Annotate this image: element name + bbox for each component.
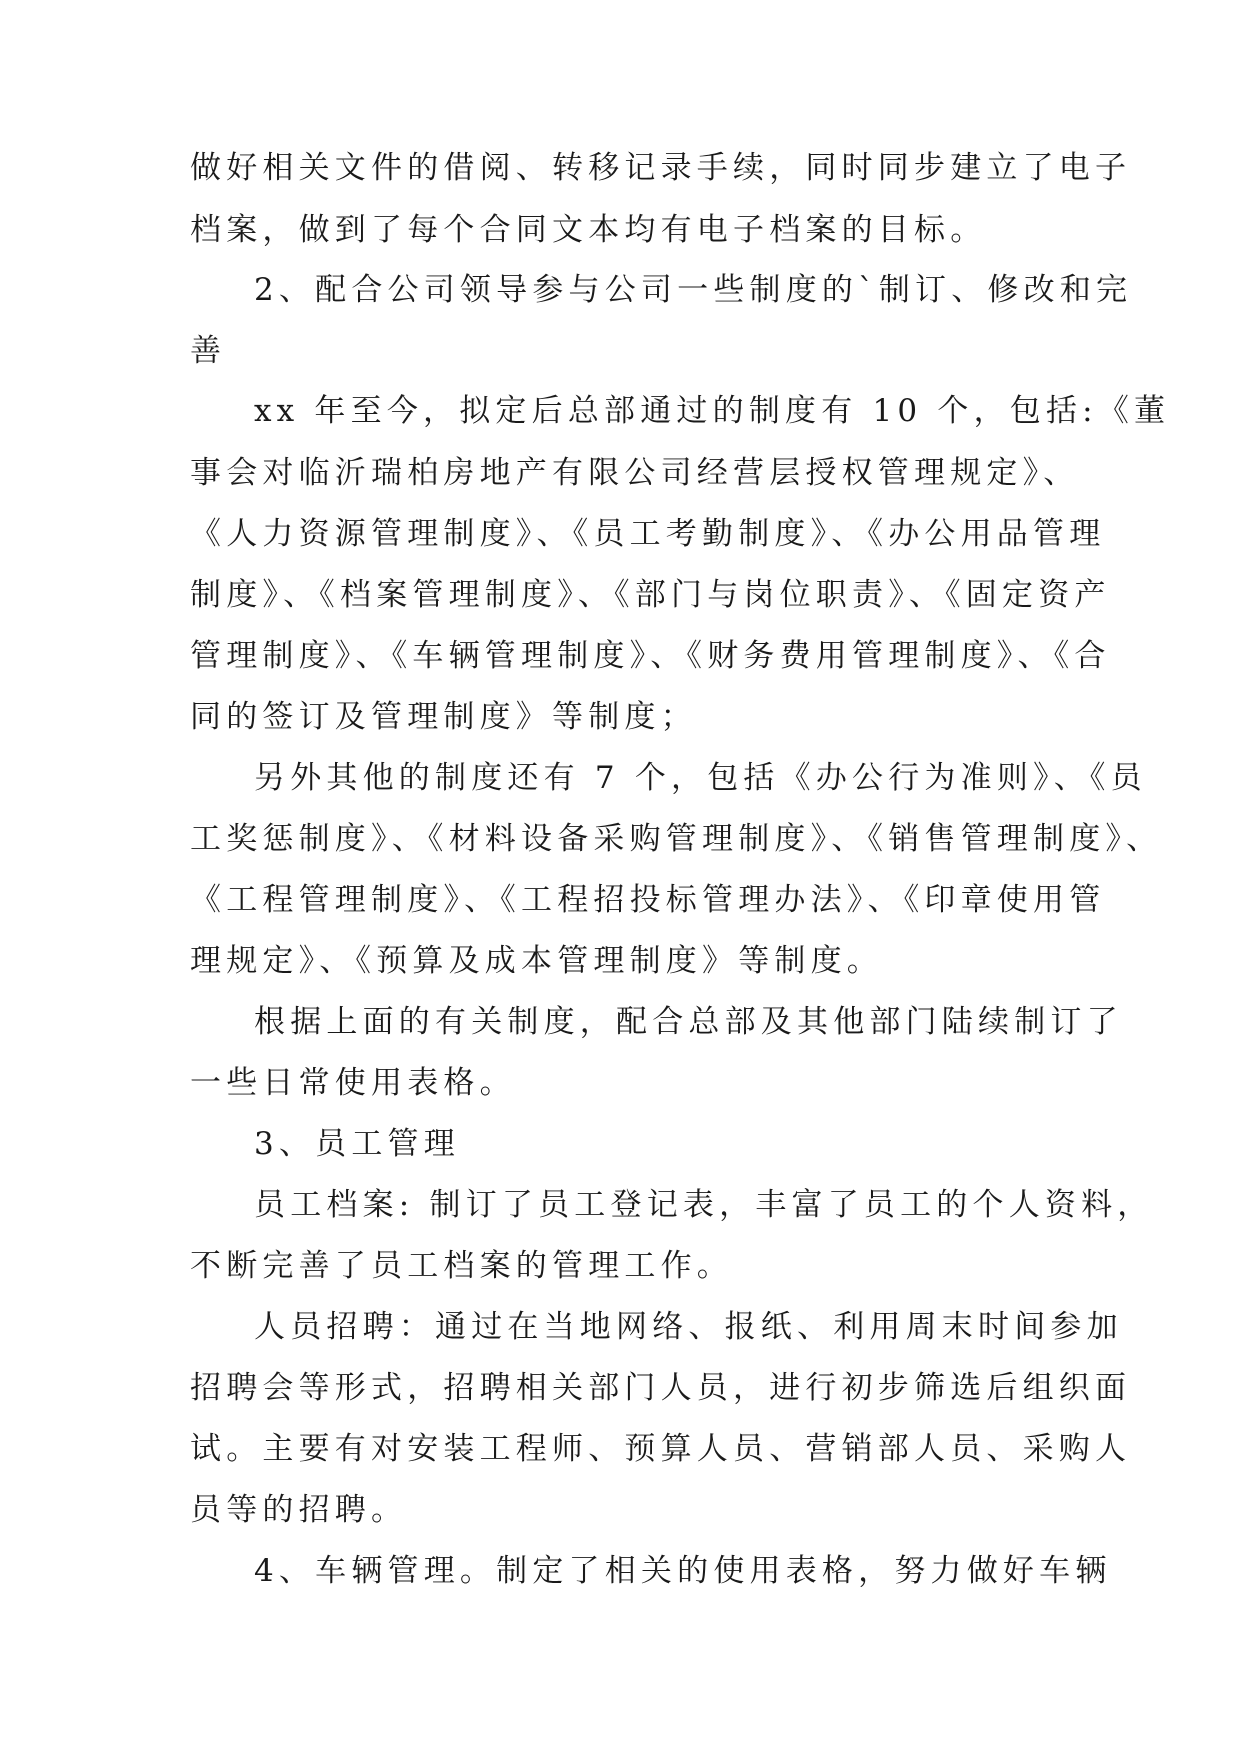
text-line: 不断完善了员工档案的管理工作。 <box>190 1248 733 1284</box>
text-line: 同的签订及管理制度》等制度； <box>190 699 697 735</box>
text-line: 招聘会等形式，招聘相关部门人员，进行初步筛选后组织面 <box>190 1370 1132 1406</box>
text-line: 事会对临沂瑞柏房地产有限公司经营层授权管理规定》、 <box>190 455 1080 491</box>
text-line: 理规定》、《预算及成本管理制度》等制度。 <box>190 943 883 979</box>
text-line: 《工程管理制度》、《工程招投标管理办法》、《印章使用管 <box>190 882 1106 918</box>
text-line: 工奖惩制度》、《材料设备采购管理制度》、《销售管理制度》、 <box>190 821 1163 857</box>
text-line: 《人力资源管理制度》、《员工考勤制度》、《办公用品管理 <box>190 516 1106 552</box>
text-line: 善 <box>190 333 227 369</box>
text-line: 另外其他的制度还有 7 个，包括《办公行为准则》、《员 <box>254 760 1147 796</box>
text-line: 做好相关文件的借阅、转移记录手续，同时同步建立了电子 <box>190 150 1132 186</box>
text-line: 制度》、《档案管理制度》、《部门与岗位职责》、《固定资产 <box>190 577 1111 613</box>
text-line: 员等的招聘。 <box>190 1492 408 1528</box>
text-line: 2、配合公司领导参与公司一些制度的`制订、修改和完 <box>254 272 1133 308</box>
text-line: xx 年至今，拟定后总部通过的制度有 10 个，包括:《董 <box>254 393 1171 429</box>
text-line: 3、员工管理 <box>254 1126 460 1162</box>
text-line: 管理制度》、《车辆管理制度》、《财务费用管理制度》、《合 <box>190 638 1111 674</box>
text-line: 4、车辆管理。制定了相关的使用表格，努力做好车辆 <box>254 1553 1112 1589</box>
text-line: 员工档案: 制订了员工登记表，丰富了员工的个人资料， <box>254 1187 1154 1223</box>
text-line: 一些日常使用表格。 <box>190 1065 516 1101</box>
text-line: 人员招聘：通过在当地网络、报纸、利用周末时间参加 <box>254 1309 1123 1345</box>
text-line: 根据上面的有关制度，配合总部及其他部门陆续制订了 <box>254 1004 1123 1040</box>
text-line: 试。主要有对安装工程师、预算人员、营销部人员、采购人 <box>190 1431 1132 1467</box>
text-line: 档案，做到了每个合同文本均有电子档案的目标。 <box>190 212 987 248</box>
